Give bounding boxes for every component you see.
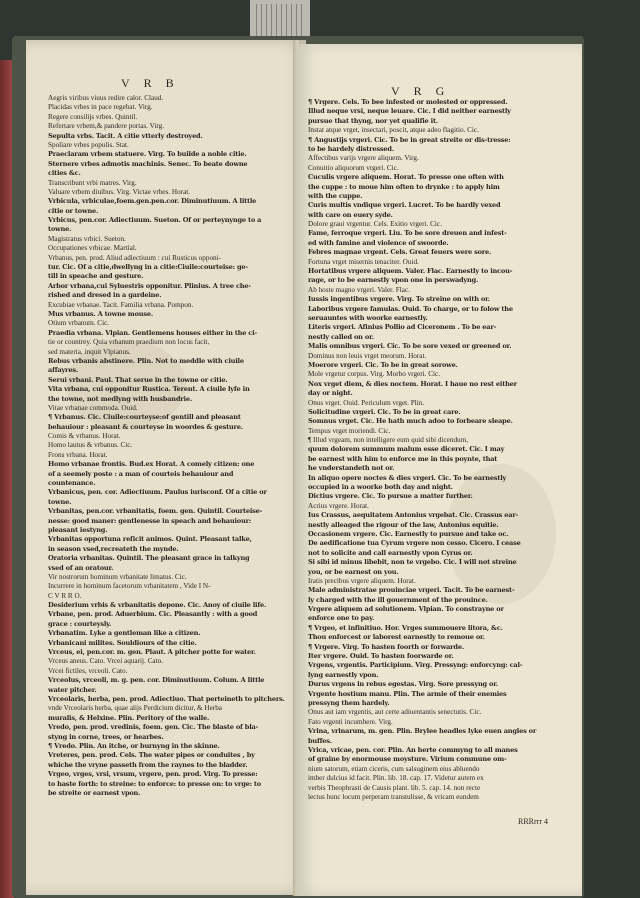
text-line: Praedia vrbana. Vlpian. Gentlemens houses either in the ci- [48,328,257,337]
text-line: Solicitudine vrgeri. Cic. To be in great care. [308,407,461,416]
text-line: Tempus vrget moriendi. Cic. [308,426,391,435]
text-line: verbis Theophrasti de Causis plant. lib. 5. cap. 14. non recte [308,783,481,792]
text-line: nium satorum, etiam ciceris, cum salsuginem eius abluendo [308,764,480,773]
text-line: whiche the vryne passeth from the raynes to the bladder. [48,760,248,769]
text-line: Sepulta vrbs. Tacit. A citie vtterly destroyed. [48,131,203,140]
text-line: water pitcher. [48,685,97,694]
text-line: Iussis ingentibus vrgere. Virg. To streine on with or. [308,295,490,304]
text-line: the towne, not medlyng with husbandrie. [48,394,192,403]
text-line: vsed of an oratour. [48,563,114,572]
text-line: Fame, ferroque vrgeri. Liu. To be sore dreuen and infest- [308,229,507,238]
text-line: Valuare vrbem diuibus. Virg. Victae vrbes. Horat. [48,187,191,196]
text-line: of graine by enormouse moysture. Virium commune om- [308,755,507,764]
text-line: Illud neque vrsi, neque leuare. Cic. I did neither earnestly [308,107,511,116]
text-line: the cuppe : to moue him often to drynke : to apply him [308,182,500,191]
text-line: affayres. [48,366,78,375]
text-line: citie or towne. [48,206,99,215]
text-line: Dominus non leuis vrget meorum. Horat. [308,351,427,360]
text-line: Vredo, pen. prod. vredinis, foem. gen. Cic. The blaste of bla- [48,723,259,732]
text-line: Vrgens, vrgentis. Participium. Virg. Pressyng: enforcyng: cal- [308,661,523,670]
text-line: Vitae vrbanae commoda. Ouid. [48,403,138,412]
text-line: Somnus vrget. Cic. He hath much adoo to forbeare sleape. [308,417,513,426]
text-line: Male administratae prouinciae vrgeri. Tacit. To be earnest- [308,586,515,595]
text-line: cities &c. [48,169,81,178]
text-line: Desiderium vrbis & vrbanitatis depone. Cic. Anoy of ciuile life. [48,601,267,610]
text-line: Praeclaram vrbem statuere. Virg. To builde a noble citie. [48,150,247,159]
text-line: pleasant iestyng. [48,525,108,534]
text-line: Ius Crassus, aequitatem Antonius vrgebat. Cic. Crassus ear- [308,511,519,520]
text-line: countenance. [48,479,96,488]
text-line: lectus hunc locum perperam transtulisse, & vricam eundem [308,792,479,801]
text-line: Aegris viribus viuus redire calor. Claud. [48,94,164,102]
text-line: nesse: good maner: gentlenesse in speach and behauiour: [48,516,252,525]
text-line: Vreteres, pen. prod. Cels. The water pipes or conduites , by [48,751,255,760]
text-line: ¶ Vrgeo, et infinitiuo. Hor. Vrges summouere litora, &c. [308,623,503,632]
text-line: Vrceus aneus. Cato. Vrcei aquarij. Cato. [48,657,163,666]
text-line: Ab hoste magno vrgeri. Valer. Flac. [308,285,410,294]
text-line: Si sibi id minus libebit, non te vrgebo. Cic. I will not streine [308,558,517,567]
text-line: be streite or earnest vpon. [48,788,141,797]
text-line: behauiour : pleasant & courteyse in woordes & gesture. [48,422,243,431]
text-line: Excubiae vrbanae. Tacit. Familia vrbana. Pompon. [48,300,194,309]
text-line: Nox vrget diem, & dies noctem. Horat. I haue no rest either [308,379,517,388]
right-page-header: VRG [391,84,459,98]
text-line: Vrica, vricae, pen. cor. Plin. An herte commyng to all manes [308,745,518,754]
text-line: Moerore vrgeri. Cic. To be in great sorowe. [308,360,458,369]
text-line: ¶ Vrgere. Virg. To hasten foorth or forwarde. [308,642,464,651]
text-line: ¶ Illud vrgeam, non intelligere eum quid sibi dicendum, [308,436,469,445]
text-line: not to solicite and call earnestly vpon Cyrus or. [308,548,473,557]
text-line: pressyng them hardely. [308,699,390,707]
text-line: Literis vrgeri. Afinius Pollio ad Ciceronem . To be ear- [308,323,497,332]
left-page-header: VRB [121,76,188,90]
text-line: Refertare vrbem,& pandere portas. Virg. [48,122,165,131]
text-line: Vita vrbana, cui opponitur Rustica. Terent. A ciuile lyfe in [48,385,250,394]
text-line: Placidas vrbes in pace regebat. Virg. [48,103,153,112]
text-line: ¶ Vrgere. Cels. To bee infested or molested or oppressed. [308,98,508,106]
text-line: Iratis precibus vrgere aliquem. Horat. [308,576,416,585]
text-line: Regere consilijs vrbes. Quintil. [48,112,138,121]
text-line: Rebus vrbanis abstinere. Plin. Not to meddle with ciuile [48,356,244,365]
text-line: Otium vrbanum. Cic. [48,319,110,328]
text-line: Vir nostrorum hominum vrbanitate limatus. Cic. [48,572,187,581]
text-line: Serui vrbani. Paul. That serue in the towne or citie. [48,375,228,384]
text-line: In aliquo opere noctes & dies vrgeri. Cic. To be earnestly [308,473,507,482]
text-line: of a seemely poste : a man of courteis behauiour and [48,469,234,478]
text-line: occupied in a woorke both day and night. [308,483,453,492]
text-line: ¶ Vredo. Plin. An itche, or burnyng in the skinne. [48,741,220,750]
text-line: Vrbanicus, pen. cor. Adiectiuum. Paulus iurisconf. Of a citie or [48,488,267,497]
text-line: with care on euery syde. [308,210,393,219]
text-line: Malis omnibus vrgeri. Cic. To be sore vexed or greened or. [308,342,512,351]
text-line: Dolore graui vrgentur. Cels. Exitio vrgeri. Cic. [308,220,442,229]
text-line: Homo lautus & vrbanus. Cic. [48,441,133,450]
text-line: in season vsed,recreateth the mynde. [48,544,179,553]
text-line: De aedificatione tua Cyrum vrgere non cesso. Cicero. I cease [308,539,521,548]
text-line: rage, or to be earnestly vpon one in perswadyng. [308,276,479,285]
text-line: Vrbanitas opportuna reficit animos. Quint. Pleasant talke, [48,535,252,544]
left-page-text-column [48,94,296,798]
text-line: to be hardely distressed. [308,144,394,153]
text-line: Occupationes vrbicae. Martial. [48,244,137,253]
text-line: Vrbicus, pen.cor. Adiectiuum. Sueton. Of or perteynynge to a [48,216,262,225]
text-line: ¶ Vrbanus. Cic. Ciuile:courteyse:of gentill and pleasant [48,413,241,422]
text-line: Vrgeo, vrges, vrsi, vrsum, vrgere, pen. prod. Virg. To presse: [48,770,258,779]
text-line: Affectibus varijs vrgere aliquem. Virg. [308,154,419,163]
text-line: buffes. [308,736,332,745]
text-line: nestly alleaged the rigour of the law, Antonius equitie. [308,520,499,529]
left-page [26,40,306,895]
text-line: with the cuppe. [308,191,363,200]
text-line: Cuculis vrgere aliquem. Horat. To presse one often with [308,173,504,182]
text-line: Comis & vrbanus. Horat. [48,432,121,441]
text-line: towne. [48,225,72,234]
right-page-text-column [308,98,574,802]
text-line: styng in corne, trees, or hearbes. [48,732,164,741]
text-line: lyng earnestly vpon. [308,670,379,679]
text-line: Vrbanus, pen. prod. Aliud adiectiuum : cui Rusticus opponi- [48,253,222,262]
text-line: Thou enforcest or laborest earnestly to remoue or. [308,633,485,642]
text-line: Vrcei fictiles, vrceoli. Cato. [48,666,128,675]
text-line: towne. [48,497,72,506]
text-line: Vrgere aliquem ad solutionem. Vlpian. To constrayne or [308,605,504,614]
text-line: Onus aut iam vrgentis, aut certe adiuentantis senectutis. Cic. [308,708,482,717]
text-line: C V R R O. [48,591,82,600]
text-line: nestly called on or. [308,332,374,341]
text-line: Durus vrgens in rebus egestas. Virg. Sore pressyng or. [308,680,499,689]
text-line: Conuitio aliquorum vrgeri. Cic. [308,163,399,172]
text-line: Vrgente hostium manu. Plin. The armie of their enemies [308,689,507,698]
text-line: Transcribunt vrbi matres. Virg. [48,178,137,187]
text-line: Homo vrbanae frontis. Bud.ex Horat. A comely citizen: one [48,460,255,469]
text-line: Vrbanatim. Lyke a gentleman like a citizen. [48,629,201,638]
text-line: Vrina, vrinarum, m. gen. Plin. Brylee headles lyke euen angles or [308,727,537,736]
text-line: Vrceolaris, herba, pen. prod. Adiectiuo. That perteineth to pitchers. [48,695,285,703]
text-line: Occasionem vrgere. Cic. Earnestly to pursue and take oc. [308,529,509,538]
text-line: vnde Vrceolaris herba, quae alijs Perdicium dicitur, & Herba [48,704,222,713]
text-line: muralis, & Helxine. Plin. Peritory of the walle. [48,713,210,722]
text-line: Arbor vrbana,cui Syluestris opponitur. Plinius. A tree che- [48,281,251,290]
right-page [296,44,582,896]
text-line: tie or countrey. Quia vrbanum praedium non locus facit, [48,338,210,347]
text-line: Fato vrgenti incumbere. Virg. [308,717,393,726]
text-line: Frons vrbana. Horat. [48,450,108,459]
text-line: ed with famine and violence of swoorde. [308,238,449,247]
text-line: Mus vrbanus. A towne mouse. [48,309,153,318]
text-line: sed materia, inquit Vlpianus. [48,347,131,356]
text-line: Dictius vrgere. Cic. To pursue a matter further. [308,492,473,501]
text-line: he vnderstandeth not or. [308,464,395,473]
text-line: Magistratus vrbici. Sueton. [48,234,126,243]
text-line: grace : courteysly. [48,619,112,628]
text-line: seruauntes with woorke earnestly. [308,313,428,322]
text-line: Iter vrgere. Ouid. To hasten foorwarde or. [308,652,454,661]
text-line: imber dulcius id facit. Plin. lib. 18. cap. 17. Videtur autem ex [308,774,484,783]
text-line: to haste forth: to streine: to enforce: to presse on: to vrge: to [48,779,261,788]
text-line: enforce one to pay. [308,614,375,623]
text-line: Laboribus vrgere famulas. Ouid. To charge, or to folow the [308,304,513,313]
text-line: Spoliare vrbes populis. Stat. [48,140,129,149]
text-line: you, or be earnest on you. [308,567,399,576]
text-line: Instat atque vrget, insectari, poscit, atque adeo flagitio. Cic. [308,126,479,135]
text-line: Vrbanicani milites. Souldiours of the citie. [48,638,197,647]
text-line: Vrceolus, vrceoli, m. g. pen. cor. Diminutiuum. Colum. A little [48,676,265,685]
text-line: Vrceus, ei, pen.cor. m. gen. Plaut. A pitcher potte for water. [48,648,256,657]
text-line: Vrbicula, vrbiculae,foem.gen.pen.cor. Diminutiuum. A little [48,197,257,206]
text-line: till in speache and gesture. [48,272,144,281]
text-line: Fortuna vrget misernis tenaciter. Ouid. [308,257,419,266]
text-line: Vrbanitas, pen.cor. vrbanitatis, foem. gen. Quintil. Courteise- [48,507,263,516]
text-line: quum dolorem summum malum esse diceret. Cic. I may [308,445,505,454]
text-line: rished and dresed in a gardeine. [48,291,162,300]
text-line: be earnest with him to enforce me in this poynte, that [308,454,498,463]
text-line: Incurrere in hominum facetorum vrbanitatem , Vide I N- [48,582,211,591]
text-line: Mole vrgetur corpus. Virg. Morbo vrgeri. Cic. [308,370,440,379]
text-line: Febres magnae vrgent. Cels. Great feuers were sore. [308,248,492,257]
text-line: Acrius vrgere. Horat. [308,501,369,510]
page-signature-mark: RRRrrr 4 [518,817,548,826]
text-line: Sternere vrbes admotis machinis. Senec. To beate downe [48,159,248,168]
text-line: day or night. [308,389,353,398]
text-line: Curis multis vndique vrgeri. Lucret. To be hardly vexed [308,201,501,210]
text-line: ¶ Angustijs vrgeri. Cic. To be in great streite or dis-tresse: [308,135,511,144]
text-line: Hortatibus vrgere aliquem. Valer. Flac. Earnestly to incou- [308,267,513,276]
text-line: tur. Cic. Of a citie,dwellyng in a citie:Ciuile:courteise: ge- [48,263,248,272]
text-line: ly charged with the ill gouernment of the prouince. [308,595,488,604]
text-line: pursue that thyng, nor yet qualifie it. [308,116,438,125]
text-line: Onus vrget. Ouid. Periculum vrget. Plin. [308,398,425,407]
text-line: Vrbane, pen. prod. Aduerbium. Cic. Pleasantly : with a good [48,610,258,619]
text-line: Oratoria vrbanitas. Quintil. The pleasant grace in talkyng [48,554,250,563]
